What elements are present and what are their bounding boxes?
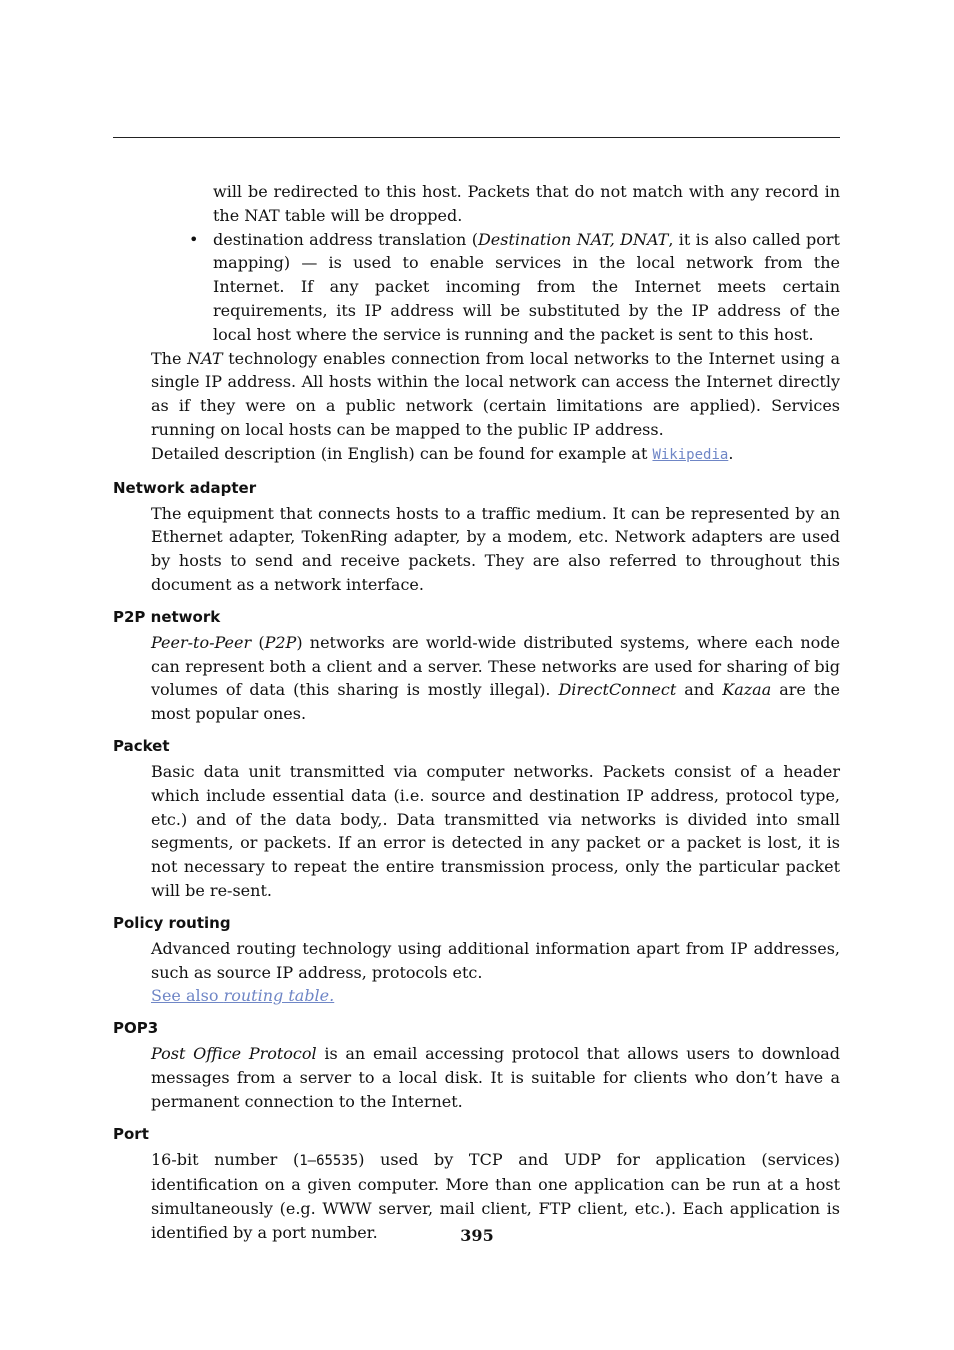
nat-p1-a: The xyxy=(151,348,188,368)
nat-continuation: will be redirected to this host. Packets that do not match with any record in the NAT table will be dropped. xyxy=(213,182,840,225)
definition-network-adapter: The equipment that connects hosts to a traffic medium. It can be represented by an Ethernet adapter, TokenRing adapter, by a modem, etc. Network adapters are used by hosts to send and receive packets. They are also referred to throughout this document as a network interface. xyxy=(151,503,840,594)
nat-ref-text: Detailed description (in English) can be found for example at xyxy=(151,443,653,463)
term-network-adapter: Network adapter xyxy=(113,478,257,497)
port-range: 1–65535 xyxy=(299,1152,359,1169)
p2p-i1: Peer-to-Peer xyxy=(151,632,252,652)
port-t1: 16-bit number ( xyxy=(151,1149,300,1169)
wikipedia-link[interactable]: Wikipedia xyxy=(652,446,729,463)
see-also-target: routing table. xyxy=(223,986,335,1006)
p2p-t1: ( xyxy=(251,632,265,652)
p2p-i3: DirectConnect xyxy=(558,680,677,700)
pop3-term-italic: Post Office Protocol xyxy=(151,1044,317,1064)
see-also-link[interactable] xyxy=(151,986,334,1005)
term-packet: Packet xyxy=(113,736,170,755)
nat-ref-end: . xyxy=(728,443,734,463)
page-number: 395 xyxy=(460,1226,494,1245)
term-p2p-network: P2P network xyxy=(113,607,221,626)
p2p-t2: ) networks are world-wide distributed systems, where each node can represent both a client and a server. These networks are used for sharing of big volumes of data (this sharing is mostly illegal). xyxy=(151,632,840,700)
nat-reference xyxy=(151,442,840,468)
term-pop3: POP3 xyxy=(113,1019,159,1038)
definition-policy-routing: Advanced routing technology using additional information apart from IP addresses, such as source IP address, protocols etc. xyxy=(151,938,840,982)
pop3-text: is an email accessing protocol that allows users to download messages from a server to a local disk. It is suitable for clients who don’t have a permanent connection to the Internet. xyxy=(151,1044,840,1111)
definition-pop3 xyxy=(151,1042,840,1113)
header-rule xyxy=(113,137,840,138)
dnat-bullet-item xyxy=(189,228,840,347)
p2p-t4: are the most popular ones. xyxy=(151,680,840,724)
nat-p1-b: technology enables connection from local networks to the Internet using a single IP address. All hosts within the local network can access the Internet directly as if they were on a public network (certain limitations are applied). Services running on local hosts can be mapped to the public IP address. xyxy=(151,348,841,439)
p2p-t3: and xyxy=(676,680,723,700)
term-port: Port xyxy=(113,1124,149,1143)
see-also-line xyxy=(151,984,840,1008)
p2p-i2: P2P xyxy=(264,632,297,652)
definition-packet: Basic data unit transmitted via computer networks. Packets consist of a header which include essential data (i.e. source and destination IP address, protocol type, etc.) and of the data body,. Data transmitted via networks is divided into small segments, or packets. If an error is detected in any packet or a packet is lost, it is not necessary to repeat the entire transmission process, only the particular packet will be re-sent. xyxy=(151,761,840,900)
definition-p2p-network xyxy=(151,631,840,726)
term-policy-routing: Policy routing xyxy=(113,913,231,932)
p2p-i4: Kazaa xyxy=(722,680,772,700)
port-t2: ) used by TCP and UDP for application (services) identification on a given computer. More than one application can be run at a host simultaneously (e.g. WWW server, mail client, FTP client, etc.). Each application is identified by a port number. xyxy=(151,1149,840,1242)
bullet-icon: • xyxy=(189,229,199,249)
nat-paragraph xyxy=(151,347,840,442)
see-also-label: See also xyxy=(151,986,224,1006)
dnat-term: Destination NAT, DNAT xyxy=(477,229,669,249)
dnat-text-b: , it is also called port mapping) — is used to enable services in the local network from the Internet. If any packet incoming from the Internet meets certain requirements, its IP address will be substituted by the IP address of the local host where the service is running and the packet is sent to this host. xyxy=(213,229,840,344)
dnat-text-a: destination address translation ( xyxy=(213,229,478,249)
nat-p1-term: NAT xyxy=(187,348,223,368)
glossary-content xyxy=(113,180,840,1245)
